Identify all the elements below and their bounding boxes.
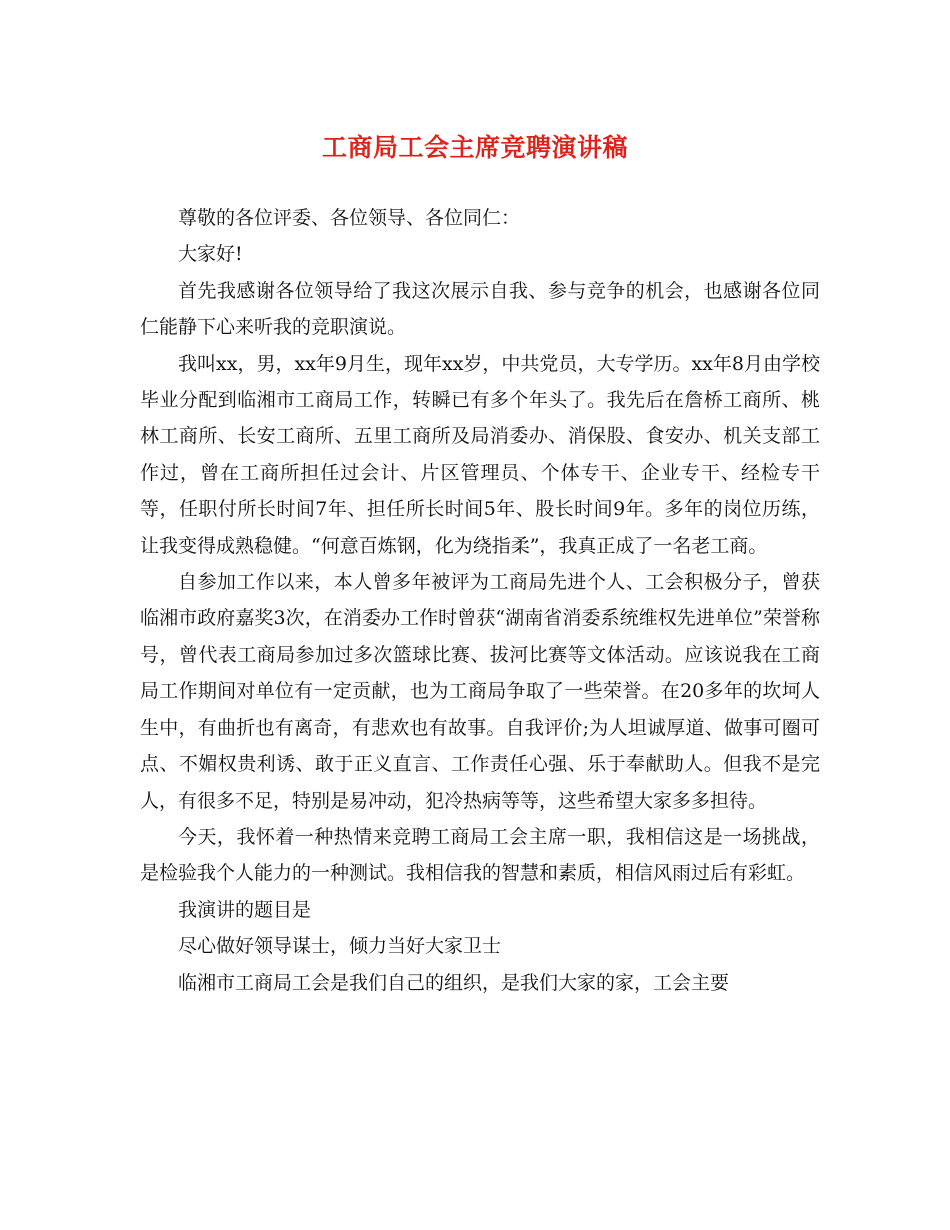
document-title: 工商局工会主席竞聘演讲稿 — [321, 133, 628, 162]
achievements-paragraph: 自参加工作以来，本人曾多年被评为工商局先进个人、工会积极分子，曾获临湘市政府嘉奖3次，在消委办工作时曾获“湖南省消委系统维权先进单位”荣誉称号，曾代表工商局参加过多次篮球比赛、拔河比赛等文体活动。应该说我在工商局工作期间对单位有一定贡献，也为工商局争取了一些荣誉。在20多年的坎坷人生中，有曲折也有离奇，有悲欢也有故事。自我评价;为人坦诚厚道、做事可圈可点、不媚权贵利诱、敢于正义直言、工作责任心强、乐于奉献助人。但我不是完人，有很多不足，特别是易冲动，犯冷热病等等，这些希望大家多多担待。 — [140, 571, 820, 812]
topic-paragraph: 尽心做好领导谋士，倾力当好大家卫士 — [178, 935, 502, 958]
salutation-paragraph: 尊敬的各位评委、各位领导、各位同仁： — [178, 207, 521, 229]
topic-intro-paragraph: 我演讲的题目是 — [178, 898, 312, 921]
document-body — [140, 200, 820, 1001]
motivation-paragraph: 今天，我怀着一种热情来竞聘工商局工会主席一职，我相信这是一场挑战，是检验我个人能力的一种测试。我相信我的智慧和素质，相信风雨过后有彩虹。 — [140, 825, 820, 885]
greeting-paragraph: 大家好! — [178, 243, 243, 266]
introduction-paragraph: 我叫xx，男，xx年9月生，现年xx岁，中共党员，大专学历。xx年8月由学校毕业分配到临湘市工商局工作，转瞬已有多个年头了。我先后在詹桥工商所、桃林工商所、长安工商所、五里工商所及局消委办、消保股、食安办、机关支部工作过，曾在工商所担任过会计、片区管理员、个体专干、企业专干、经检专干等，任职付所长时间7年、担任所长时间5年、股长时间9年。多年的岗位历练，让我变得成熟稳健。“何意百炼钢，化为绕指柔”，我真正成了一名老工商。 — [140, 352, 820, 557]
thanks-paragraph: 首先我感谢各位领导给了我这次展示自我、参与竞争的机会，也感谢各位同仁能静下心来听我的竞职演说。 — [140, 279, 820, 339]
union-paragraph: 临湘市工商局工会是我们自己的组织，是我们大家的家，工会主要 — [178, 971, 730, 994]
